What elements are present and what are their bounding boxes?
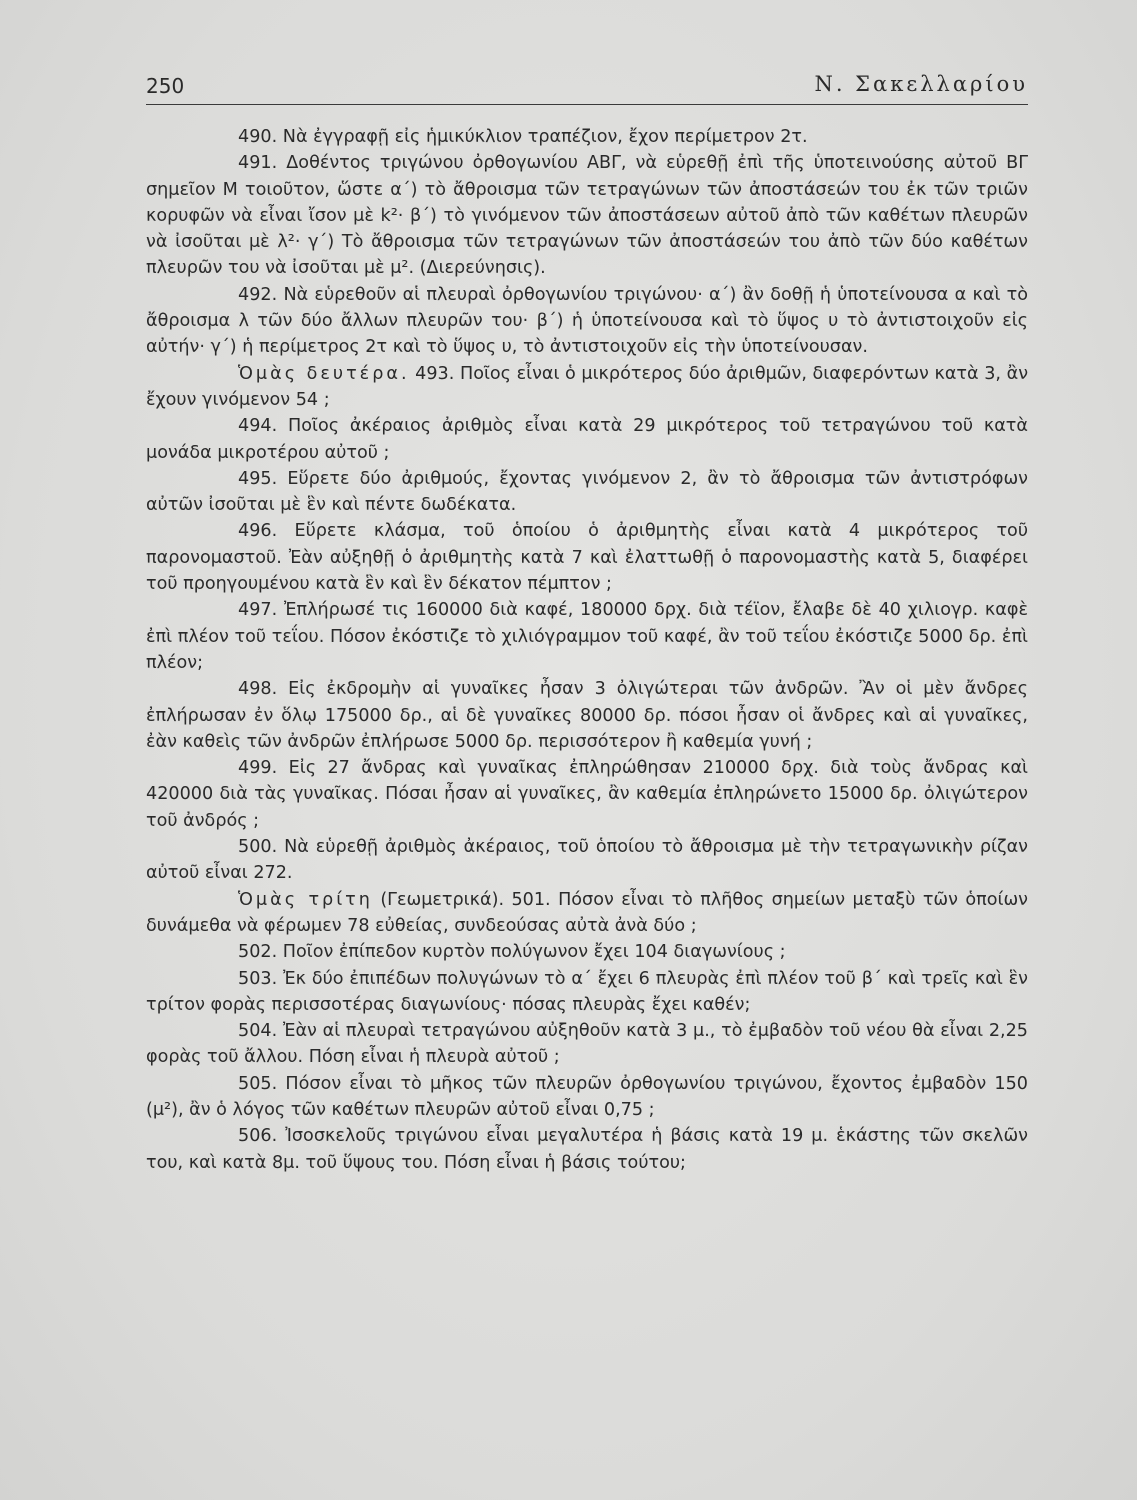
- exercise-text: Εὕρετε δύο ἀριθμούς, ἔχοντας γινόμενον 2, ἂν τὸ ἄθροισμα τῶν ἀντιστρόφων αὐτῶν ἰσοῦται μὲ ἓν καὶ πέντε δωδέκατα.: [146, 468, 1029, 516]
- exercise-number: 490.: [238, 127, 278, 147]
- exercise-505: [146, 1071, 1028, 1124]
- exercise-text: Νὰ εὑρεθῇ ἀριθμὸς ἀκέραιος, τοῦ ὁποίου τὸ ἄθροισμα μὲ τὴν τετραγωνικὴν ρίζαν αὐτοῦ εἶναι 272.: [146, 837, 1029, 884]
- exercise-text: Ἐκ δύο ἐπιπέδων πολυγώνων τὸ α΄ ἔχει 6 πλευρὰς ἐπὶ πλέον τοῦ β΄ καὶ τρεῖς καὶ ἓν τρίτον φορὰς περισσοτέρας διαγωνίους· πόσας πλευρὰς ἔχει καθέν;: [146, 968, 1028, 1015]
- exercise-text: Εὕρετε κλάσμα, τοῦ ὁποίου ὁ ἀριθμητὴς εἶναι κατὰ 4 μικρότερος τοῦ παρονομαστοῦ. Ἐὰν αὐξηθῇ ὁ ἀριθμητὴς κατὰ 7 καὶ ἐλαττωθῇ ὁ παρονομαστὴς κατὰ 5, διαφέρει τοῦ προηγουμένου κατὰ ἓν καὶ ἓν δέκατον πέμπτον ;: [146, 521, 1028, 595]
- exercise-496: [146, 518, 1028, 597]
- exercise-text: Νὰ εὑρεθοῦν αἱ πλευραὶ ὀρθογωνίου τριγώνου· α΄) ἂν δοθῇ ἡ ὑποτείνουσα α καὶ τὸ ἄθροισμα λ τῶν δύο ἄλλων πλευρῶν του· β΄) ἡ ὑποτείνουσα καὶ τὸ ὕψος υ τὸ ἀντιστοιχοῦν εἰς αὐτήν· γ΄) ἡ περίμετρος 2τ καὶ τὸ ὕψος υ, τὸ ἀντιστοιχοῦν εἰς τὴν ὑποτείνουσαν.: [146, 284, 1028, 358]
- exercise-number: 495.: [238, 468, 278, 489]
- exercise-text: Εἰς ἐκδρομὴν αἱ γυναῖκες ἦσαν 3 ὀλιγώτεραι τῶν ἀνδρῶν. Ἂν οἱ μὲν ἄνδρες ἐπλήρωσαν ἐν ὅλῳ 175000 δρ., αἱ δὲ γυναῖκες 80000 δρ. πόσοι ἦσαν οἱ ἄνδρες καὶ αἱ γυναῖκες, ἐὰν καθεὶς τῶν ἀνδρῶν ἐπλήρωσε 5000 δρ. περισσότερον ἢ καθεμία γυνή ;: [146, 679, 1028, 752]
- exercise-number: 505.: [238, 1073, 278, 1094]
- exercise-number: 503.: [238, 968, 278, 989]
- exercise-list: [146, 124, 1028, 1176]
- exercise-504: [146, 1018, 1028, 1071]
- exercise-text: Ἰσοσκελοῦς τριγώνου εἶναι μεγαλυτέρα ἡ βάσις κατὰ 19 μ. ἑκάστης τῶν σκελῶν του, καὶ κατὰ 8μ. τοῦ ὕψους του. Πόση εἶναι ἡ βάσις τούτου;: [146, 1126, 1029, 1173]
- exercise-text: Εἰς 27 ἄνδρας καὶ γυναῖκας ἐπληρώθησαν 210000 δρχ. διὰ τοὺς ἄνδρας καὶ 420000 διὰ τὰς γυναῖκας. Πόσαι ἦσαν αἱ γυναῖκες, ἂν καθεμία ἐπληρώνετο 15000 δρ. ὀλιγώτερον τοῦ ἀνδρός ;: [146, 758, 1028, 831]
- exercise-text: Ποῖος ἀκέραιος ἀριθμὸς εἶναι κατὰ 29 μικρότερος τοῦ τετραγώνου τοῦ κατὰ μονάδα μικροτέρου αὐτοῦ ;: [146, 416, 1028, 463]
- group-heading: Ὁμὰς δευτέρα.: [238, 363, 410, 384]
- exercise-text: Ἐὰν αἱ πλευραὶ τετραγώνου αὐξηθοῦν κατὰ 3 μ., τὸ ἐμβαδὸν τοῦ νέου θὰ εἶναι 2,25 φορὰς τοῦ ἄλλου. Πόση εἶναι ἡ πλευρὰ αὐτοῦ ;: [146, 1021, 1029, 1068]
- exercise-502: [146, 939, 1028, 965]
- exercise-number: 493.: [415, 363, 455, 384]
- group-heading-suffix: (Γεωμετρικά).: [380, 889, 505, 910]
- page-number: 250: [146, 74, 185, 98]
- exercise-number: 496.: [238, 521, 278, 542]
- exercise-number: 500.: [238, 837, 278, 858]
- exercise-text: Ποῖος εἶναι ὁ μικρότερος δύο ἀριθμῶν, διαφερόντων κατὰ 3, ἂν ἔχουν γινόμενον 54 ;: [146, 363, 1029, 410]
- exercise-number: 502.: [238, 942, 278, 963]
- page-header: [146, 70, 1028, 105]
- exercise-503: [146, 966, 1028, 1019]
- exercise-497: [146, 597, 1028, 676]
- exercise-501: [146, 887, 1028, 940]
- exercise-498: [146, 676, 1028, 755]
- exercise-500: [146, 834, 1028, 887]
- exercise-text: Πόσον εἶναι τὸ πλῆθος σημείων μεταξὺ τῶν ὁποίων δυνάμεθα νὰ φέρωμεν 78 εὐθείας, συνδεούσας αὐτὰ ἀνὰ δύο ;: [146, 889, 1029, 936]
- exercise-number: 506.: [238, 1126, 278, 1147]
- exercise-number: 497.: [238, 600, 278, 621]
- exercise-506: [146, 1123, 1028, 1176]
- exercise-492: [146, 282, 1028, 361]
- running-head: Ν. Σακελλαρίου: [814, 72, 1028, 96]
- exercise-number: 494.: [238, 416, 278, 437]
- exercise-495: [146, 466, 1028, 519]
- exercise-number: 499.: [238, 758, 278, 779]
- exercise-number: 504.: [238, 1021, 278, 1042]
- exercise-text: Πόσον εἶναι τὸ μῆκος τῶν πλευρῶν ὀρθογωνίου τριγώνου, ἔχοντος ἐμβαδὸν 150 (μ²), ἂν ὁ λόγος τῶν καθέτων πλευρῶν αὐτοῦ εἶναι 0,75 ;: [146, 1073, 1028, 1120]
- exercise-number: 491.: [238, 153, 278, 174]
- exercise-491: [146, 150, 1028, 281]
- exercise-text: Νὰ ἐγγραφῇ εἰς ἡμικύκλιον τραπέζιον, ἔχον περίμετρον 2τ.: [282, 127, 808, 147]
- exercise-text: Δοθέντος τριγώνου ὀρθογωνίου ΑΒΓ, νὰ εὑρεθῇ ἐπὶ τῆς ὑποτεινούσης αὐτοῦ ΒΓ σημεῖον Μ τοιοῦτον, ὥστε α΄) τὸ ἄθροισμα τῶν τετραγώνων τῶν ἀποστάσεών του ἐκ τῶν τριῶν κορυφῶν νὰ εἶναι ἴσον μὲ k²· β΄) τὸ γινόμενον τῶν ἀποστάσεων αὐτοῦ ἀπὸ τῶν καθέτων πλευρῶν νὰ ἰσοῦται μὲ λ²· γ΄) Τὸ ἄθροισμα τῶν τετραγώνων τῶν ἀποστάσεών του ἀπὸ τῶν δύο καθέτων πλευρῶν του νὰ ἰσοῦται μὲ μ². (Διερεύνησις).: [146, 153, 1029, 279]
- exercise-number: 492.: [238, 284, 278, 305]
- exercise-494: [146, 413, 1028, 466]
- exercise-493: [146, 361, 1028, 414]
- exercise-number: 501.: [511, 889, 551, 910]
- exercise-text: Ἐπλήρωσέ τις 160000 διὰ καφέ, 180000 δρχ. διὰ τέϊον, ἔλαβε δὲ 40 χιλιογρ. καφὲ ἐπὶ πλέον τοῦ τεΐου. Πόσον ἐκόστιζε τὸ χιλιόγραμμον τοῦ καφέ, ἂν τοῦ τεΐου ἐκόστιζε 5000 δρ. ἐπὶ πλέον;: [146, 600, 1029, 673]
- exercise-490: [146, 124, 1028, 150]
- exercise-text: Ποῖον ἐπίπεδον κυρτὸν πολύγωνον ἔχει 104 διαγωνίους ;: [282, 942, 786, 963]
- exercise-number: 498.: [238, 679, 278, 700]
- exercise-499: [146, 755, 1028, 834]
- group-heading: Ὁμὰς τρίτη: [238, 889, 373, 910]
